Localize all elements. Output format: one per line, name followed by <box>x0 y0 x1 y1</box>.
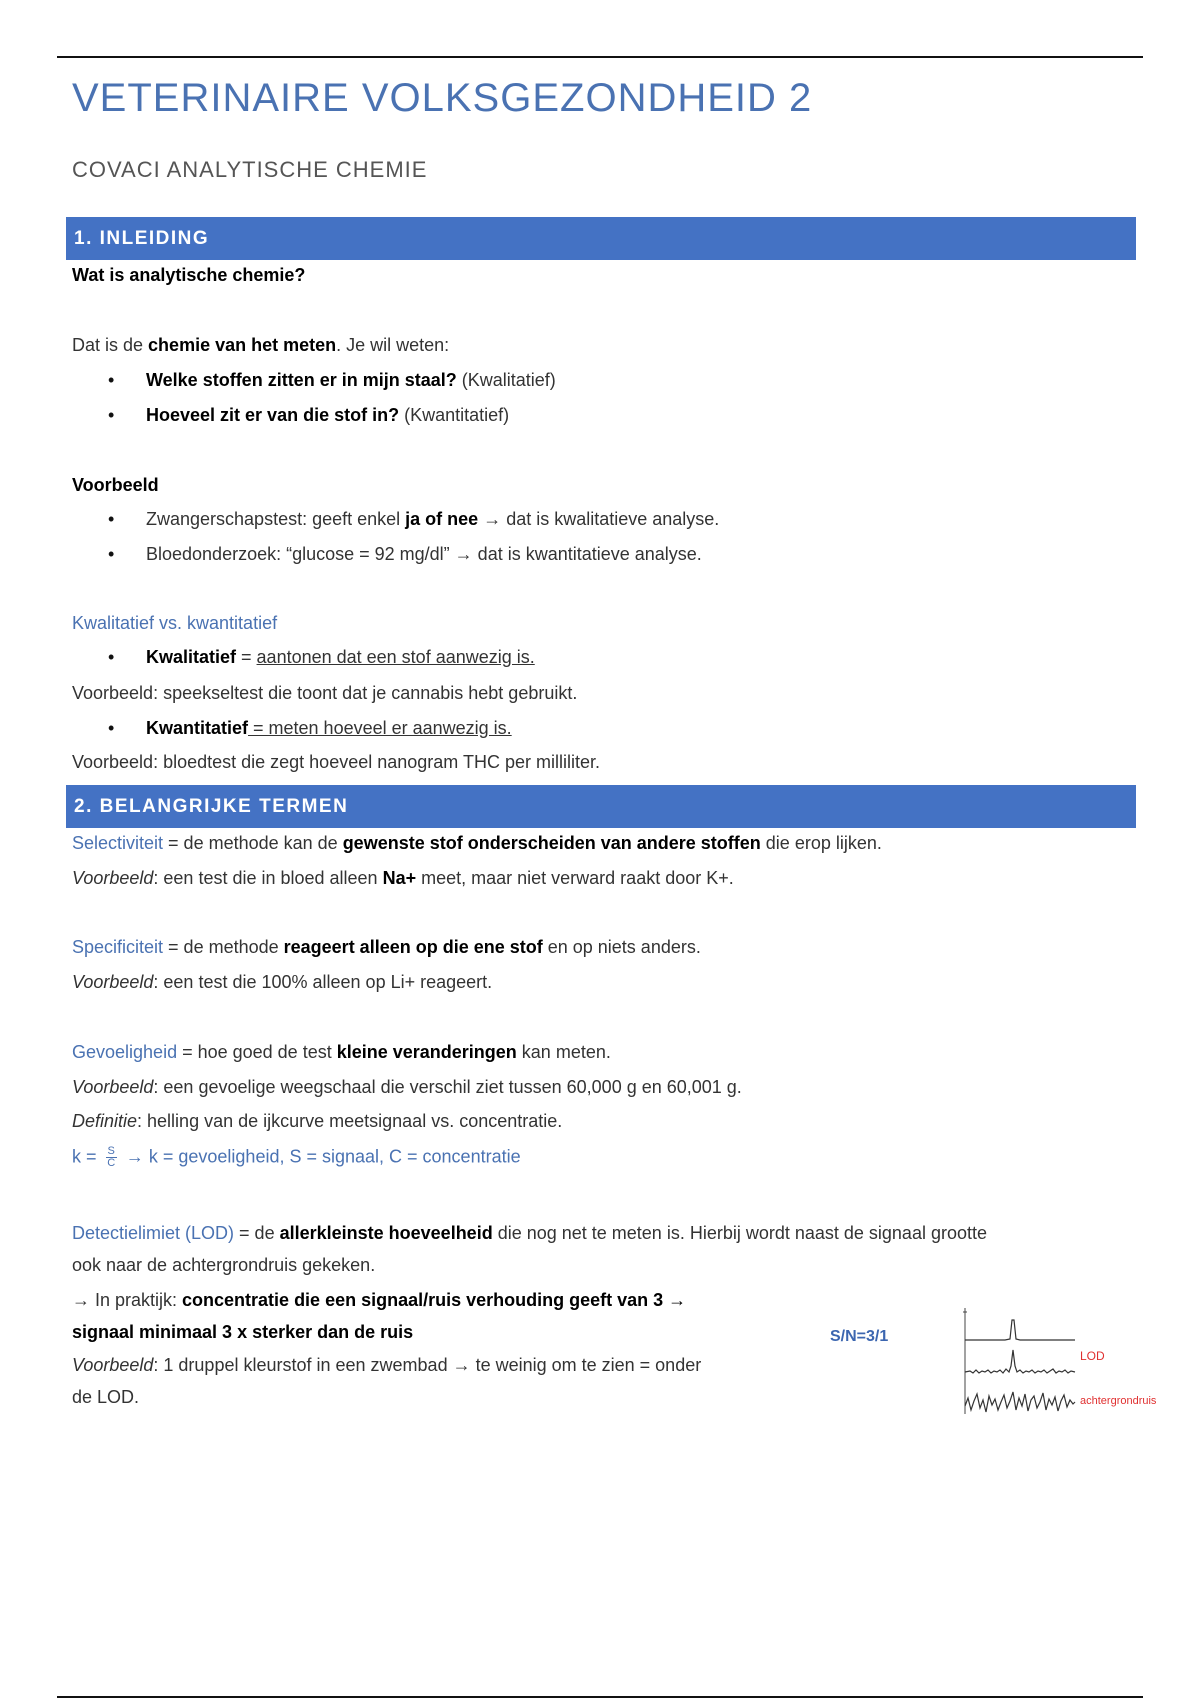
example-specificiteit: Voorbeeld: een test die 100% alleen op Li+ reageert. <box>72 972 493 992</box>
lod-trace <box>965 1350 1075 1373</box>
example-lod: Voorbeeld: 1 druppel kleurstof in een zwembad → te weinig om te zien = onder <box>72 1355 702 1375</box>
signal-noise-figure <box>830 1306 1190 1416</box>
fraction-s-over-c: $\frac{S}{C}$ <box>107 1145 116 1169</box>
definition-kwalitatief: Kwalitatief = aantonen dat een stof aanwezig is. <box>146 647 535 667</box>
bullet-icon: • <box>108 647 115 667</box>
noise-label: achtergrondruis <box>1080 1395 1157 1407</box>
intro-line: Dat is de chemie van het meten. Je wil weten: <box>72 335 450 355</box>
top-rule <box>57 56 1143 58</box>
lod-line-2: ook naar de achtergrondruis gekeken. <box>72 1255 376 1275</box>
bottom-rule <box>57 1696 1143 1698</box>
clean-signal-trace <box>965 1320 1075 1340</box>
example-kwantitatief: Voorbeeld: bloedtest die zegt hoeveel nanogram THC per milliliter. <box>72 752 600 772</box>
term-specificiteit: Specificiteit = de methode reageert alleen op die ene stof en op niets anders. <box>72 937 701 957</box>
bullet-icon: • <box>108 509 115 529</box>
example-kwalitatief: Voorbeeld: speekseltest die toont dat je cannabis hebt gebruikt. <box>72 683 578 703</box>
bullet-icon: • <box>108 544 115 564</box>
bullet-icon: • <box>108 718 115 738</box>
bullet-icon: • <box>108 370 115 390</box>
lod-practice-line-2: signaal minimaal 3 x sterker dan de ruis <box>72 1322 414 1342</box>
term-detectielimiet: Detectielimiet (LOD) = de allerkleinste hoeveelheid die nog net te meten is. Hierbij wordt naast de signaal grootte <box>72 1223 987 1243</box>
formula-gevoeligheid: k = $\frac{S}{C}$ → k = gevoeligheid, S = signaal, C = concentratie <box>72 1145 521 1169</box>
term-gevoeligheid: Gevoeligheid = hoe goed de test kleine veranderingen kan meten. <box>72 1042 611 1062</box>
definition-gevoeligheid: Definitie: helling van de ijkcurve meetsignaal vs. concentratie. <box>72 1111 563 1131</box>
question-heading: Wat is analytische chemie? <box>72 265 306 285</box>
bullet-icon: • <box>108 405 115 425</box>
example-heading: Voorbeeld <box>72 475 159 495</box>
example-selectiviteit: Voorbeeld: een test die in bloed alleen Na+ meet, maar niet verward raakt door K+. <box>72 868 734 888</box>
bullet-kwantitatief-question: Hoeveel zit er van die stof in? (Kwantitatief) <box>146 405 510 425</box>
background-noise-trace <box>965 1392 1075 1412</box>
example-gevoeligheid: Voorbeeld: een gevoelige weegschaal die verschil ziet tussen 60,000 g en 60,001 g. <box>72 1077 742 1097</box>
compare-heading: Kwalitatief vs. kwantitatief <box>72 613 278 633</box>
example-pregnancy-test: Zwangerschapstest: geeft enkel ja of nee → dat is kwalitatieve analyse. <box>146 509 720 529</box>
sn-ratio-label: S/N=3/1 <box>830 1328 889 1345</box>
lod-label: LOD <box>1080 1349 1105 1363</box>
example-lod-line-2: de LOD. <box>72 1387 140 1407</box>
bullet-kwalitatief-question: Welke stoffen zitten er in mijn staal? (Kwalitatief) <box>146 370 556 390</box>
document-title: VETERINAIRE VOLKSGEZONDHEID 2 <box>72 76 813 120</box>
lod-practice: → In praktijk: concentratie die een signaal/ruis verhouding geeft van 3 → <box>72 1290 687 1310</box>
document-subtitle: COVACI ANALYTISCHE CHEMIE <box>72 157 428 182</box>
section-header-inleiding: 1. INLEIDING <box>66 217 1136 260</box>
term-selectiviteit: Selectiviteit = de methode kan de gewenste stof onderscheiden van andere stoffen die erop lijken. <box>72 833 882 853</box>
example-blood-test: Bloedonderzoek: “glucose = 92 mg/dl” → dat is kwantitatieve analyse. <box>146 544 702 564</box>
definition-kwantitatief: Kwantitatief = meten hoeveel er aanwezig is. <box>146 718 512 738</box>
signal-traces-graphic <box>830 1306 1190 1416</box>
section-header-belangrijke-termen: 2. BELANGRIJKE TERMEN <box>66 785 1136 828</box>
